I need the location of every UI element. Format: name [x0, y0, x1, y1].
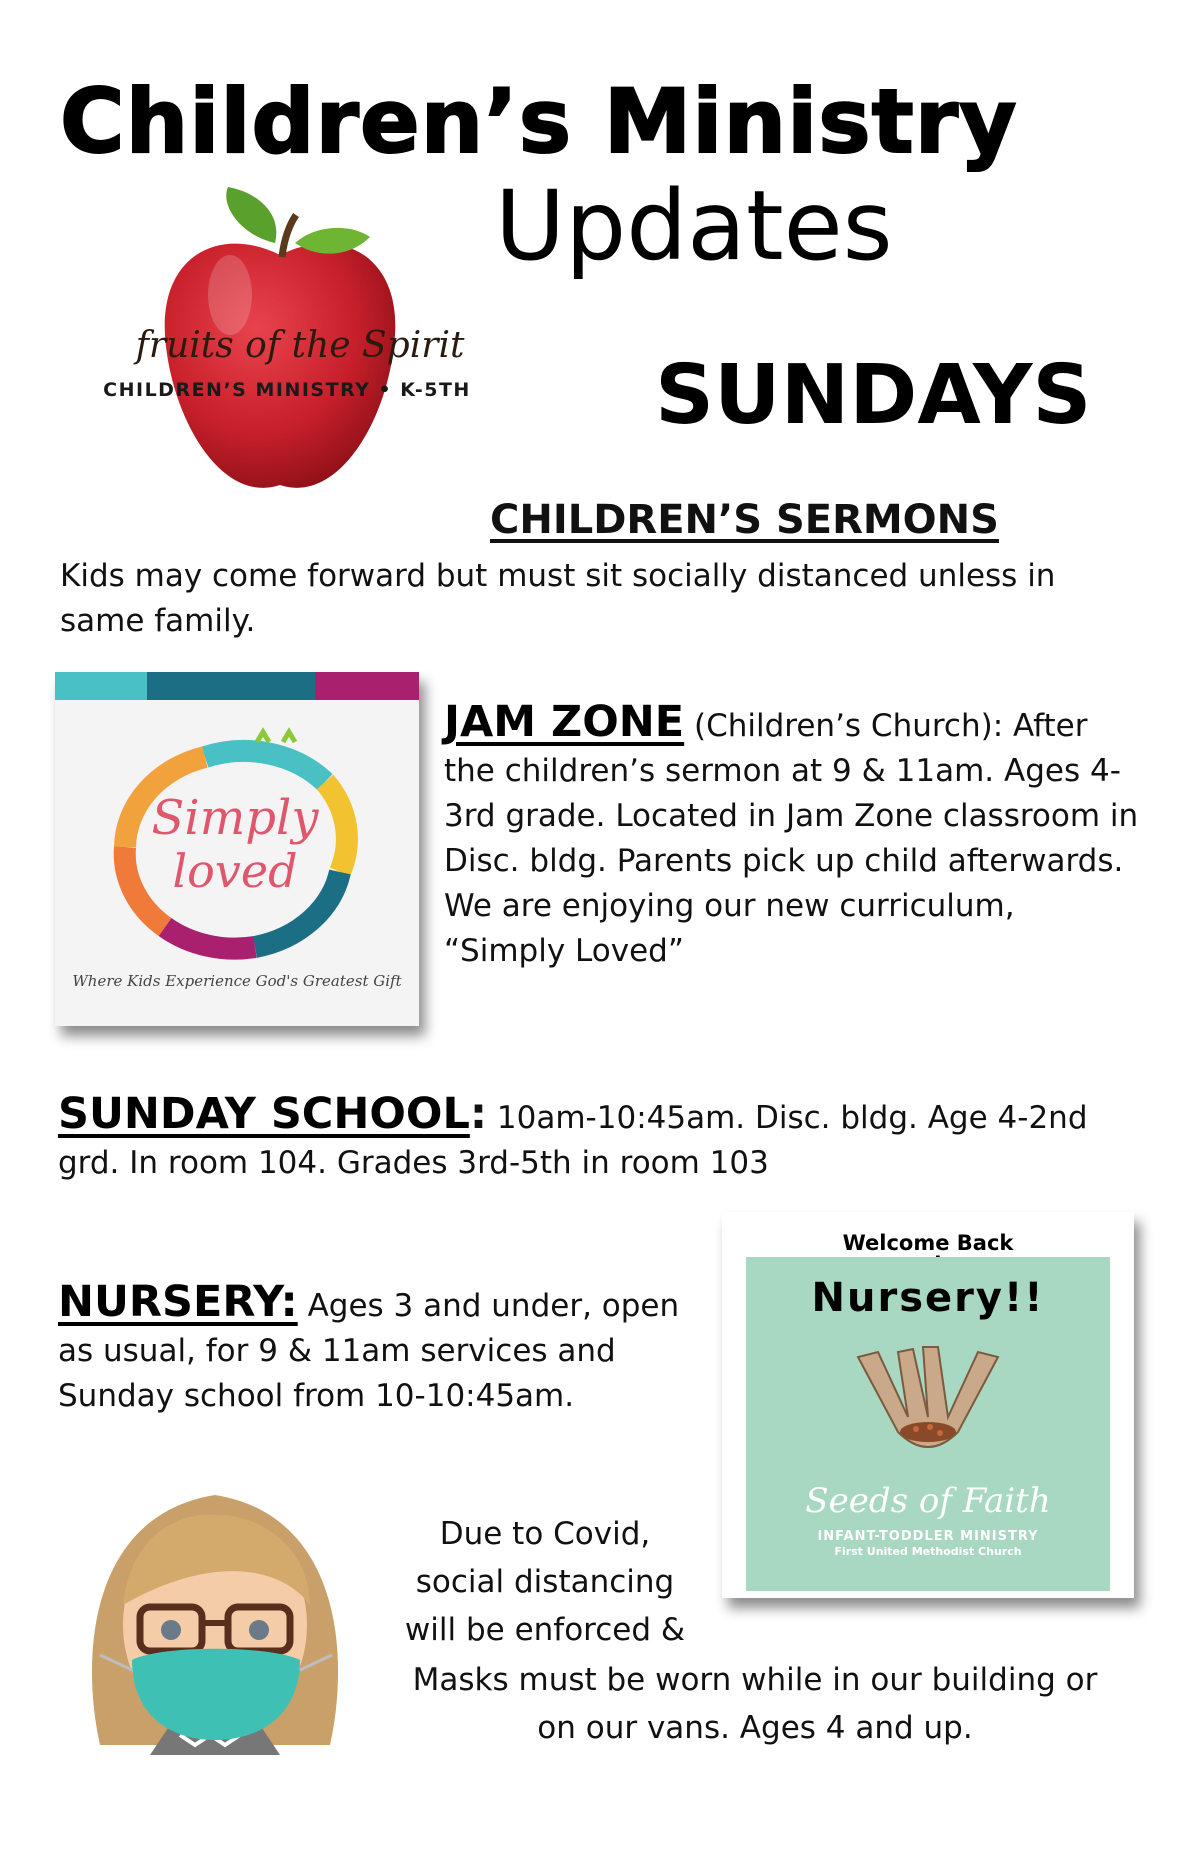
nursery-heading: NURSERY: — [58, 1277, 298, 1327]
childrens-sermons-text: Kids may come forward but must sit socially distanced unless in same family. — [60, 558, 1056, 639]
covid-line2: social distancing — [415, 1564, 675, 1600]
nursery-welcome-line1: Welcome Back — [842, 1231, 1014, 1255]
sunday-school-heading: SUNDAY SCHOOL — [58, 1089, 470, 1139]
sunday-school-text: 10am-10:45am. Disc. bldg. Age 4-2nd grd. In room 104. Grades 3rd-5th in room 103 — [58, 1100, 1088, 1181]
hands-seeds-icon — [838, 1337, 1018, 1467]
covid-line4: Masks must be worn while in our building or — [412, 1662, 1098, 1698]
nursery-section — [58, 1277, 718, 1419]
covid-notice-top — [380, 1510, 710, 1654]
nursery-card-title: Nursery!! — [811, 1275, 1045, 1321]
page-title: Children’s Ministry — [60, 70, 1018, 173]
sunday-school-section — [58, 1089, 1118, 1186]
nursery-card-ministry: INFANT-TODDLER MINISTRY — [817, 1529, 1039, 1544]
nursery-welcome-image — [722, 1212, 1134, 1598]
childrens-sermons-heading: CHILDREN’S SERMONS — [490, 497, 999, 543]
nursery-card-panel — [746, 1257, 1110, 1591]
jam-zone-heading: JAM ZONE — [444, 697, 685, 747]
nursery-text: Ages 3 and under, open as usual, for 9 & 11am services and Sunday school from 10-10:45am. — [58, 1288, 680, 1414]
covid-notice-bottom — [390, 1656, 1120, 1752]
sundays-heading: SUNDAYS — [655, 348, 1092, 443]
jam-zone-section — [444, 697, 1144, 974]
masked-avatar — [60, 1455, 370, 1755]
simply-loved-image — [55, 672, 419, 1026]
avatar-icon — [60, 1455, 370, 1755]
simply-loved-tagline: Where Kids Experience God's Greatest Gift — [72, 972, 402, 990]
fruits-of-the-spirit-logo — [70, 185, 490, 515]
logo-script-text: fruits of the Spirit — [135, 325, 465, 366]
sunday-school-colon: : — [469, 1089, 488, 1139]
jam-zone-text: (Children’s Church): After the children’s sermon at 9 & 11am. Ages 4-3rd grade. Located in Jam Zone classroom in Disc. bldg. Parents pick up child afterwards. We are enjoying our new curriculum, “Simply Loved” — [444, 708, 1139, 969]
page-subtitle: Updates — [495, 170, 893, 282]
covid-line5: on our vans. Ages 4 and up. — [537, 1710, 973, 1746]
nursery-card-church: First United Methodist Church — [834, 1545, 1022, 1558]
simply-loved-line1: Simply — [151, 790, 319, 846]
logo-sub-text: CHILDREN’S MINISTRY • K-5TH — [103, 379, 471, 401]
nursery-card-script: Seeds of Faith — [805, 1481, 1051, 1521]
covid-line3: will be enforced & — [404, 1612, 686, 1648]
simply-loved-line2: loved — [172, 844, 298, 898]
covid-line1: Due to Covid, — [439, 1516, 651, 1552]
